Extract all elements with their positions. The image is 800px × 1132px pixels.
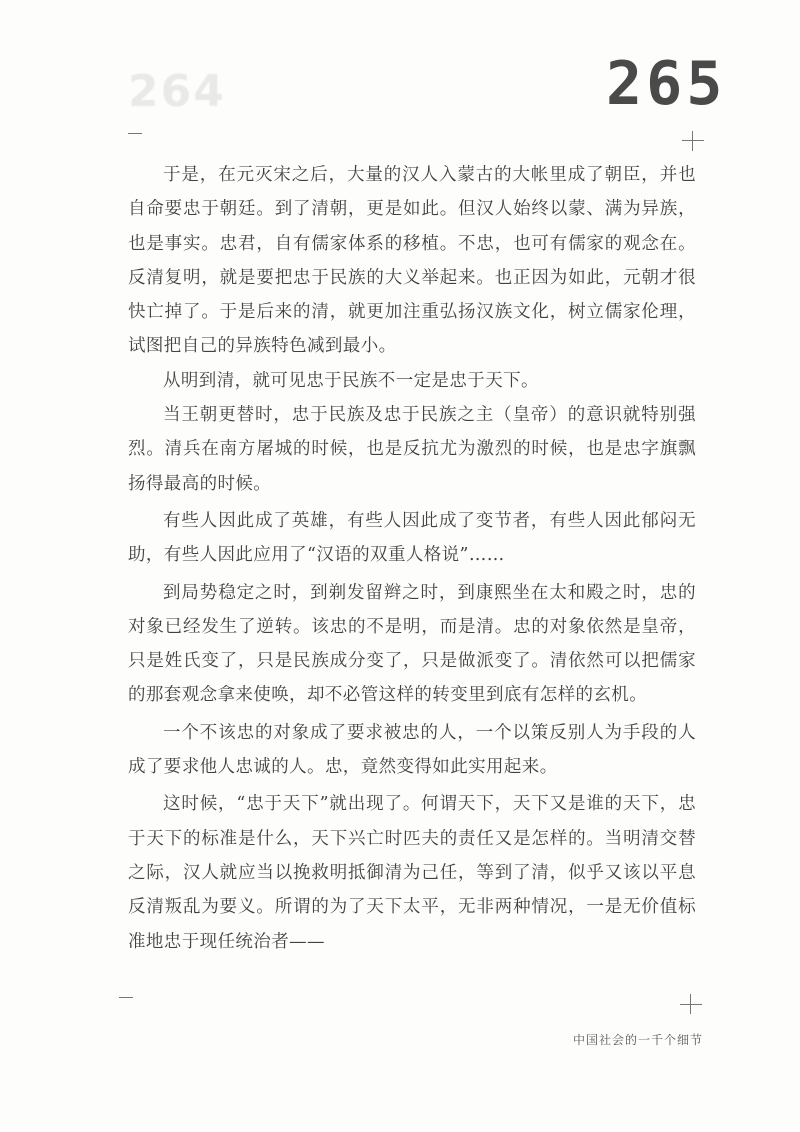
crop-mark-top-right-v [692, 131, 693, 151]
crop-mark-top-left [128, 133, 142, 134]
crop-mark-bottom-right-v [690, 994, 691, 1014]
page-number: 265 [606, 49, 727, 119]
crop-mark-bottom-left [119, 997, 133, 998]
crop-mark-bottom-right-h [680, 1004, 702, 1005]
paragraph-4: 有些人因此成了英雄，有些人因此成了变节者，有些人因此郁闷无助，有些人因此应用了“汉语的双重人格说”…… [128, 510, 696, 566]
paragraph-1: 于是，在元灭宋之后，大量的汉人入蒙古的大帐里成了朝臣，并也自命要忠于朝廷。到了清朝，更是如此。但汉人始终以蒙、满为异族，也是事实。忠君，自有儒家体系的移植。不忠，也可有儒家的观念在。反清复明，就是要把忠于民族的大义举起来。也正因为如此，元朝才很快亡掉了。于是后来的清，就更加注重弘扬汉族文化，树立儒家伦理，试图把自己的异族特色减到最小。 [128, 165, 696, 357]
body-text [128, 158, 696, 959]
paragraph-7: 这时候，“忠于天下”就出现了。何谓天下，天下又是谁的天下，忠于天下的标准是什么，天下兴亡时匹夫的责任又是怎样的。当明清交替之际，汉人就应当以挽救明抵御清为己任，等到了清，似乎又该以平息反清叛乱为要义。所谓的为了天下太平，无非两种情况，一是无价值标准地忠于现任统治者—— [128, 794, 696, 952]
crop-mark-top-right-h [682, 140, 704, 141]
paragraph-6: 一个不该忠的对象成了要求被忠的人，一个以策反别人为手段的人成了要求他人忠诚的人。忠，竟然变得如此实用起来。 [128, 722, 696, 778]
show-through-page-number: 264 [128, 66, 226, 117]
running-footer-book-title: 中国社会的一千个细节 [573, 1033, 704, 1047]
paragraph-3: 当王朝更替时，忠于民族及忠于民族之主（皇帝）的意识就特别强烈。清兵在南方屠城的时候，也是反抗尤为激烈的时候，也是忠字旗飘扬得最高的时候。 [128, 405, 696, 494]
paragraph-2: 从明到清，就可见忠于民族不一定是忠于天下。 [163, 370, 539, 391]
paragraph-5: 到局势稳定之时，到剃发留辫之时，到康熙坐在太和殿之时，忠的对象已经发生了逆转。该忠的不是明，而是清。忠的对象依然是皇帝，只是姓氏变了，只是民族成分变了，只是做派变了。清依然可以把儒家的那套观念拿来使唤，却不必管这样的转变里到底有怎样的玄机。 [128, 582, 696, 706]
